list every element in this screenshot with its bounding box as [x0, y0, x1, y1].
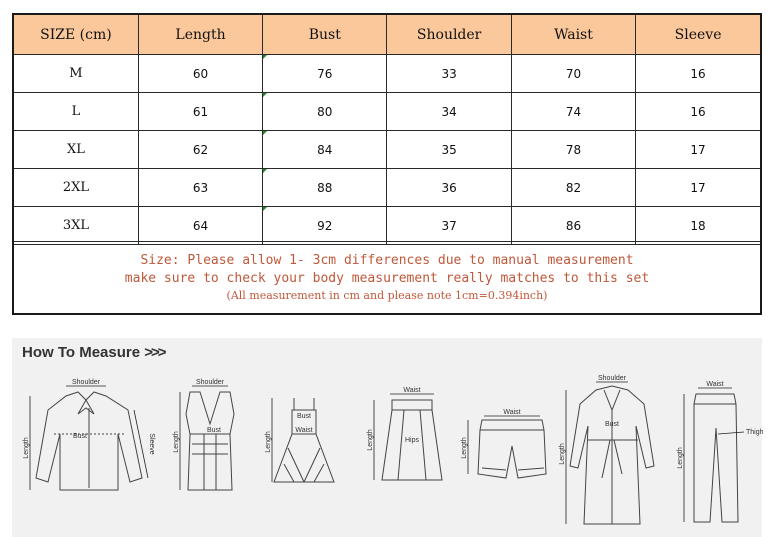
skirt-diagram [362, 388, 452, 498]
bust-label: Bust [72, 433, 88, 440]
header-bust: Bust [263, 15, 387, 55]
cell-waist: 78 [511, 131, 635, 169]
waist-label: Waist [503, 409, 521, 416]
header-shoulder: Shoulder [387, 15, 511, 55]
cell-size: 3XL [14, 207, 138, 245]
waist-label: Waist [295, 427, 313, 434]
shorts-icon [458, 408, 558, 488]
shorts-diagram [458, 408, 558, 488]
how-to-measure-panel [12, 338, 762, 537]
skirt-icon [362, 388, 452, 498]
cell-sleeve: 18 [636, 207, 760, 245]
length-label: Length [173, 431, 180, 453]
length-label: Length [367, 429, 374, 451]
bust-label: Bust [206, 427, 222, 434]
table-row [14, 207, 760, 245]
bust-label: Bust [296, 413, 312, 420]
header-sleeve: Sleeve [636, 15, 760, 55]
trousers-diagram [672, 378, 764, 534]
how-to-measure-title [22, 344, 165, 361]
cell-bust: 92 [263, 207, 387, 245]
cell-size: XL [14, 131, 138, 169]
cell-waist: 82 [511, 169, 635, 207]
header-length: Length [138, 15, 262, 55]
cell-shoulder: 36 [387, 169, 511, 207]
tank-top-diagram [170, 374, 250, 504]
coat-diagram [559, 374, 662, 534]
cell-size: L [14, 93, 138, 131]
length-label: Length [559, 443, 566, 465]
cell-length: 60 [138, 55, 262, 93]
note-line-2: make sure to check your body measurement really matches to this set [124, 271, 650, 286]
table-row [14, 93, 760, 131]
cell-length: 62 [138, 131, 262, 169]
note-line-3: (All measurement in cm and please note 1cm=0.394inch) [226, 289, 548, 302]
arrows-icon: >>> [144, 344, 165, 361]
cell-bust: 88 [263, 169, 387, 207]
cell-bust: 80 [263, 93, 387, 131]
sleeve-label: Sleeve [148, 433, 155, 455]
cell-waist: 74 [511, 93, 635, 131]
cell-shoulder: 34 [387, 93, 511, 131]
size-table [14, 15, 760, 245]
header-waist: Waist [511, 15, 635, 55]
cell-length: 64 [138, 207, 262, 245]
cell-waist: 70 [511, 55, 635, 93]
cell-waist: 86 [511, 207, 635, 245]
size-chart [12, 13, 762, 315]
length-label: Length [677, 447, 684, 469]
length-label: Length [461, 437, 468, 459]
table-row [14, 55, 760, 93]
cell-sleeve: 17 [636, 131, 760, 169]
cell-shoulder: 35 [387, 131, 511, 169]
blouse-icon [20, 374, 160, 504]
measurement-note [14, 241, 760, 313]
waist-label: Waist [706, 381, 724, 388]
table-row [14, 131, 760, 169]
coat-icon [559, 374, 662, 534]
dress-diagram [264, 388, 344, 508]
title-text: How To Measure [22, 344, 141, 361]
shoulder-label: Shoulder [195, 379, 225, 386]
cell-sleeve: 16 [636, 93, 760, 131]
hips-label: Hips [404, 437, 420, 444]
table-row [14, 169, 760, 207]
tank-top-icon [170, 374, 250, 504]
cell-length: 61 [138, 93, 262, 131]
cell-length: 63 [138, 169, 262, 207]
waist-label: Waist [403, 387, 421, 394]
shoulder-label: Shoulder [597, 375, 627, 382]
length-label: Length [23, 437, 30, 459]
cell-size: M [14, 55, 138, 93]
cell-bust: 76 [263, 55, 387, 93]
cell-size: 2XL [14, 169, 138, 207]
dress-icon [264, 388, 344, 508]
bust-label: Bust [604, 421, 620, 428]
cell-shoulder: 37 [387, 207, 511, 245]
header-size: SIZE (cm) [14, 15, 138, 55]
table-header-row [14, 15, 760, 55]
note-line-1: Size: Please allow 1- 3cm differences due to manual measurement [140, 253, 634, 268]
cell-bust: 84 [263, 131, 387, 169]
cell-sleeve: 17 [636, 169, 760, 207]
cell-shoulder: 33 [387, 55, 511, 93]
cell-sleeve: 16 [636, 55, 760, 93]
length-label: Length [265, 431, 272, 453]
blouse-diagram [20, 374, 160, 504]
trousers-icon [672, 378, 764, 534]
thigh-label: Thigh [746, 429, 764, 436]
shoulder-label: Shoulder [71, 379, 101, 386]
